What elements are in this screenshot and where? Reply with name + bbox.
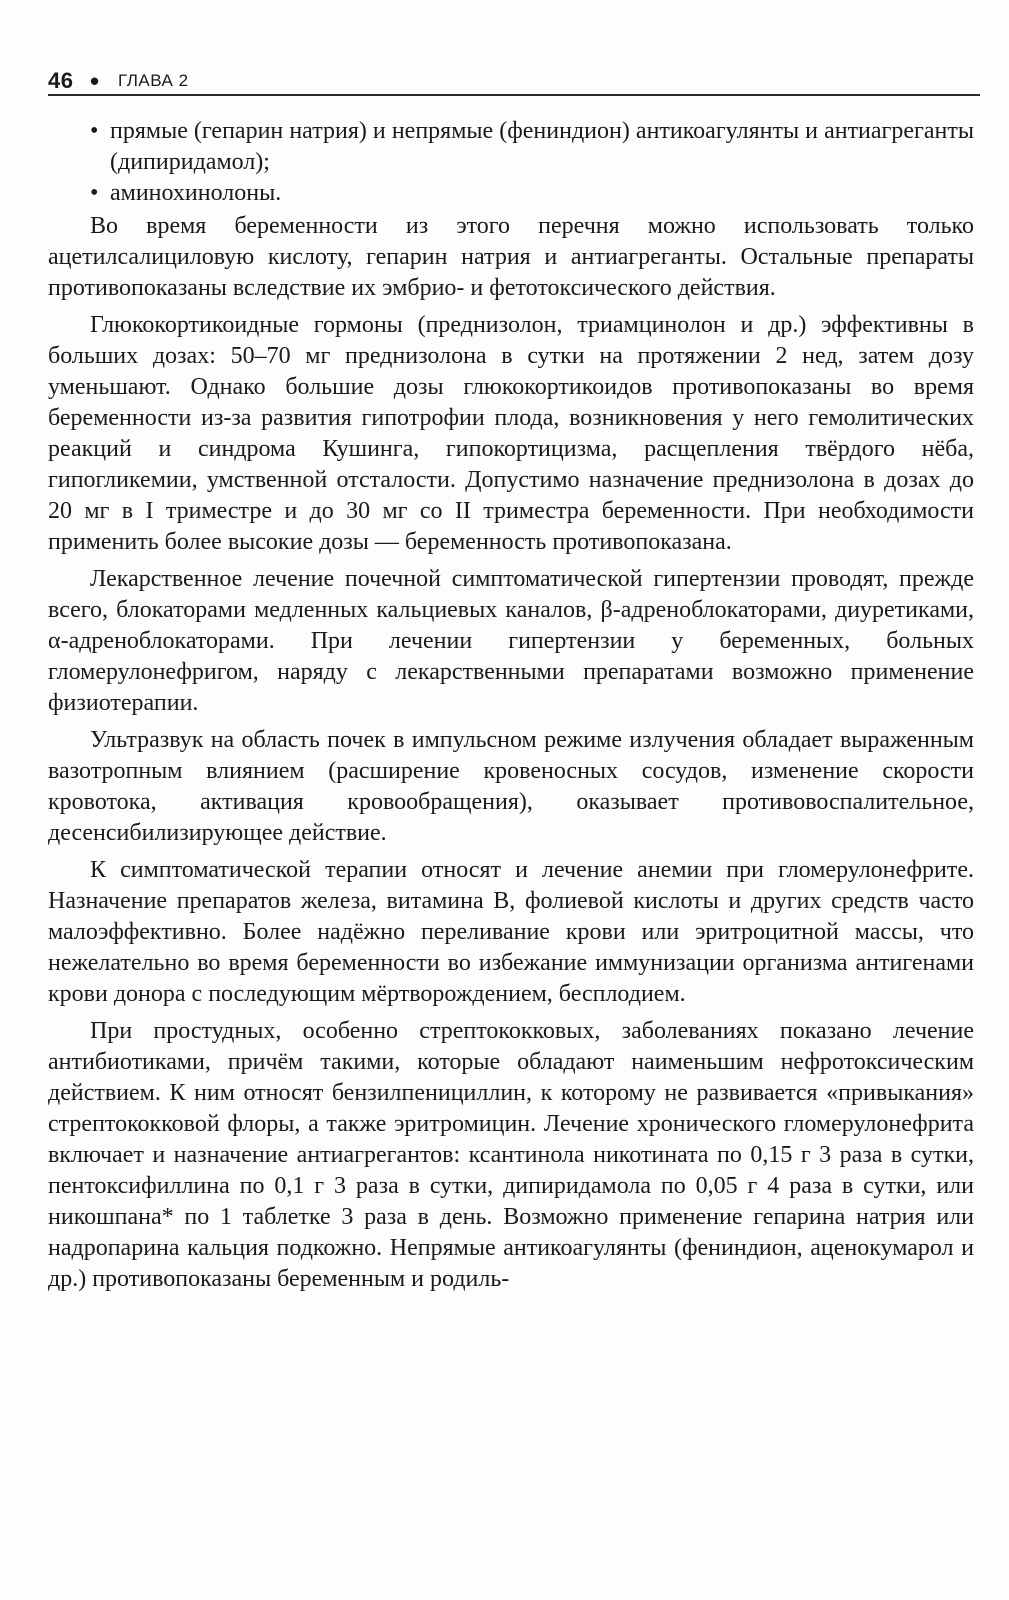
paragraph: К симптоматической терапии относят и лечение анемии при гломерулонефрите. Назначение препаратов железа, витамина В, фолиевой кислоты и других средств часто малоэффективно. Более надёжно переливание крови или эритроцитной массы, что нежелательно во время беременности во избежание иммунизации организма антигенами крови донора с последующим мёртворождением, бесплодием. <box>48 857 974 1007</box>
bullet-item <box>48 116 974 178</box>
bullet-text: прямые (гепарин натрия) и непрямые (фениндион) антикоагулянты и антиагреганты (дипиридамол); <box>110 118 974 175</box>
paragraph: При простудных, особенно стрептококковых, заболеваниях показано лечение антибиотиками, причём такими, которые обладают наименьшим нефротоксическим действием. К ним относят бензилпенициллин, к которому не развивается «привыкания» стрептококковой флоры, а также эритромицин. Лечение хронического гломерулонефрита включает и назначение антиагрегантов: ксантинола никотината по 0,15 г 3 раза в сутки, пентоксифиллина по 0,1 г 3 раза в сутки, дипиридамола по 0,05 г 4 раза в сутки, или никошпана* по 1 таблетке 3 раза в день. Возможно применение гепарина натрия или надропарина кальция подкожно. Непрямые антикоагулянты (фениндион, аценокумарол и др.) противопоказаны беременным и родиль- <box>48 1018 974 1292</box>
chapter-title: ГЛАВА 2 <box>118 71 189 90</box>
page-header <box>48 68 980 98</box>
paragraph: Глюкокортикоидные гормоны (преднизолон, триамцинолон и др.) эффективны в больших дозах: 50–70 мг преднизолона в сутки на протяжении 2 нед, затем дозу уменьшают. Однако большие дозы глюкокортикоидов противопоказаны во время беременности из-за развития гипотрофии плода, возникновения у него гемолитических реакций и синдрома Кушинга, гипокортицизма, расщепления твёрдого нёба, гипогликемии, умственной отсталости. Допустимо назначение преднизолона в дозах до 20 мг в I триместре и до 30 мг со II триместра беременности. При необходимости применить более высокие дозы — беременность противопоказана. <box>48 312 974 555</box>
body-text <box>48 116 974 1295</box>
header-bullet-icon: • <box>90 66 100 96</box>
bullet-list <box>48 116 974 209</box>
header-divider <box>48 94 980 96</box>
paragraph: Лекарственное лечение почечной симптоматической гипертензии проводят, прежде всего, блокаторами медленных кальциевых каналов, β-адреноблокаторами, диуретиками, α-адреноблокаторами. При лечении гипертензии у беременных, больных гломерулонефригом, наряду с лекарственными препаратами возможно применение физиотерапии. <box>48 566 974 716</box>
bullet-icon: • <box>90 118 99 144</box>
paragraph: Ультразвук на область почек в импульсном режиме излучения обладает выраженным вазотропным влиянием (расширение кровеносных сосудов, изменение скорости кровотока, активация кровообращения), оказывает противовоспалительное, десенсибилизирующее действие. <box>48 727 974 846</box>
bullet-text: аминохинолоны. <box>110 180 282 206</box>
bullet-icon: • <box>90 180 99 206</box>
paragraph: Во время беременности из этого перечня можно использовать только ацетилсалициловую кислоту, гепарин натрия и антиагреганты. Остальные препараты противопоказаны вследствие их эмбрио- и фетотоксического действия. <box>48 213 974 301</box>
page-number: 46 <box>48 68 74 93</box>
bullet-item <box>48 178 974 209</box>
